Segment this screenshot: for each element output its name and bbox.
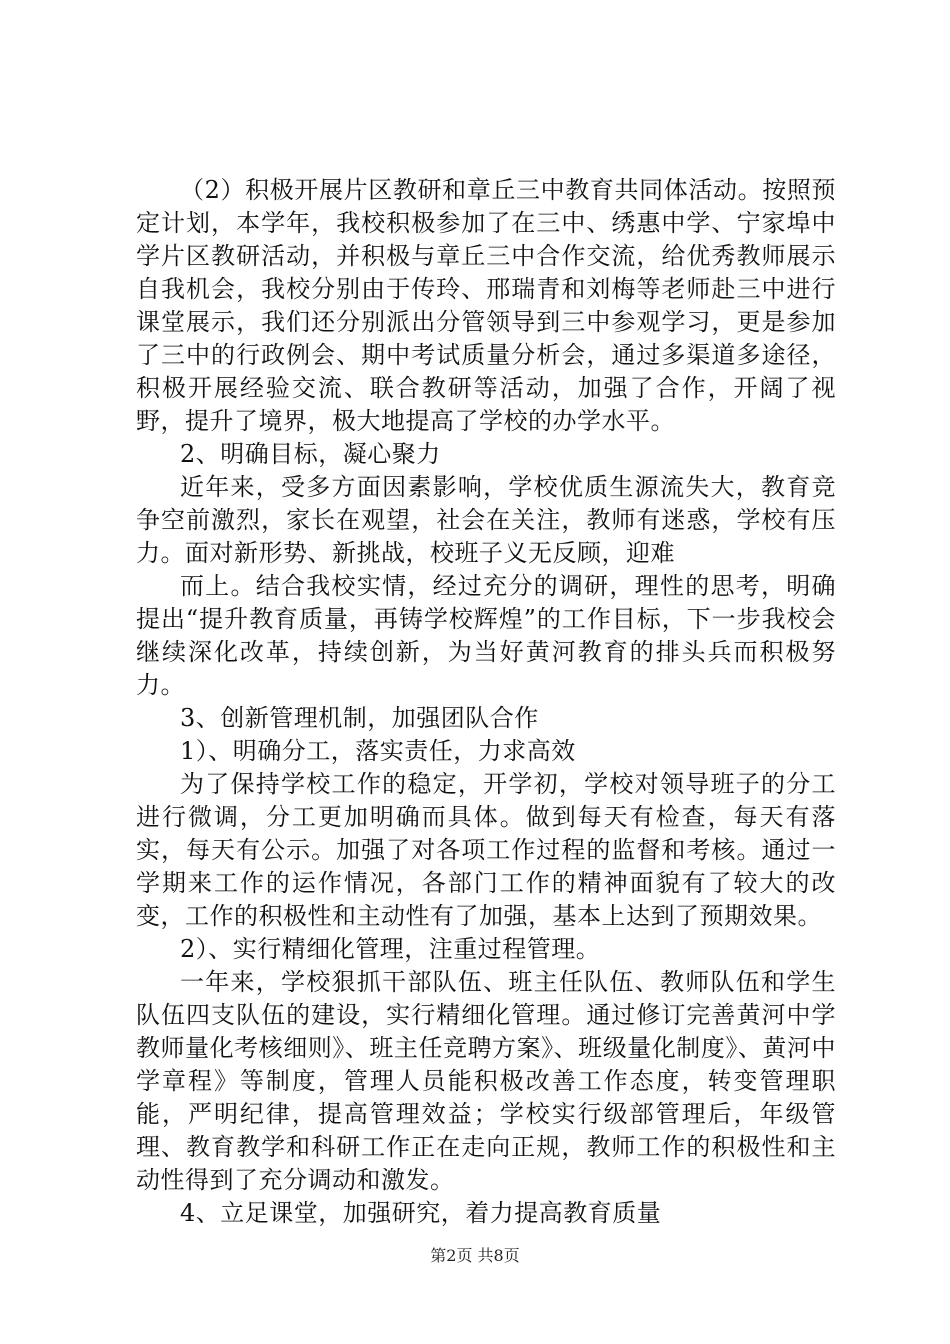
subheading-refined-management: 2）、实行精细化管理，注重过程管理。 — [180, 935, 601, 963]
subheading-clear-division: 1）、明确分工，落实责任，力求高效 — [180, 737, 576, 765]
paragraph-recent-years: 近年来，受多方面因素影响，学校优质生源流失大，教育竞争空前激烈，家长在观望，社会在关注，教师有迷惑，学校有压力。面对新形势、新挑战，校班子义无反顾，迎难 — [136, 473, 836, 567]
paragraph-work-goal: 而上。结合我校实情，经过充分的调研，理性的思考，明确提出“提升教育质量，再铸学校辉煌”的工作目标，下一步我校会继续深化改革，持续创新，为当好黄河教育的排头兵而积极努力。 — [136, 572, 836, 699]
paragraph-division-of-labor: 为了保持学校工作的稳定，开学初，学校对领导班子的分工进行微调，分工更加明确而具体。做到每天有检查，每天有落实，每天有公示。加强了对各项工作过程的监督和考核。通过一学期来工作的运作情况，各部门工作的精神面貌有了较大的改变，工作的积极性和主动性有了加强，基本上达到了预期效果。 — [136, 770, 836, 930]
paragraph-team-building: 一年来，学校狠抓干部队伍、班主任队伍、教师队伍和学生队伍四支队伍的建设，实行精细化管理。通过修订完善黄河中学教师量化考核细则》、班主任竞聘方案》、班级量化制度》、黄河中学章程》等制度，管理人员能积极改善工作态度，转变管理职能，严明纪律，提高管理效益；学校实行级部管理后，年级管理、教育教学和科研工作正在走向正规，教师工作的积极性和主动性得到了充分调动和激发。 — [136, 968, 836, 1194]
heading-management-mechanism: 3、创新管理机制，加强团队合作 — [180, 704, 539, 732]
paragraph-cooperation-activities: （2）积极开展片区教研和章丘三中教育共同体活动。按照预定计划，本学年，我校积极参加了在三中、绣惠中学、宁家埠中学片区教研活动，并积极与章丘三中合作交流，给优秀教师展示自我机会，我校分别由于传玲、邢瑞青和刘梅等老师赴三中进行课堂展示，我们还分别派出分管领导到三中参观学习，更是参加了三中的行政例会、期中考试质量分析会，通过多渠道多途径，积极开展经验交流、联合教研等活动，加强了合作，开阔了视野，提升了境界，极大地提高了学校的办学水平。 — [136, 176, 836, 435]
heading-classroom-focus: 4、立足课堂，加强研究，着力提高教育质量 — [180, 1199, 662, 1227]
heading-clear-goals: 2、明确目标，凝心聚力 — [180, 440, 441, 468]
document-body — [136, 174, 836, 1230]
page-number-footer: 第2页 共8页 — [430, 1246, 520, 1265]
